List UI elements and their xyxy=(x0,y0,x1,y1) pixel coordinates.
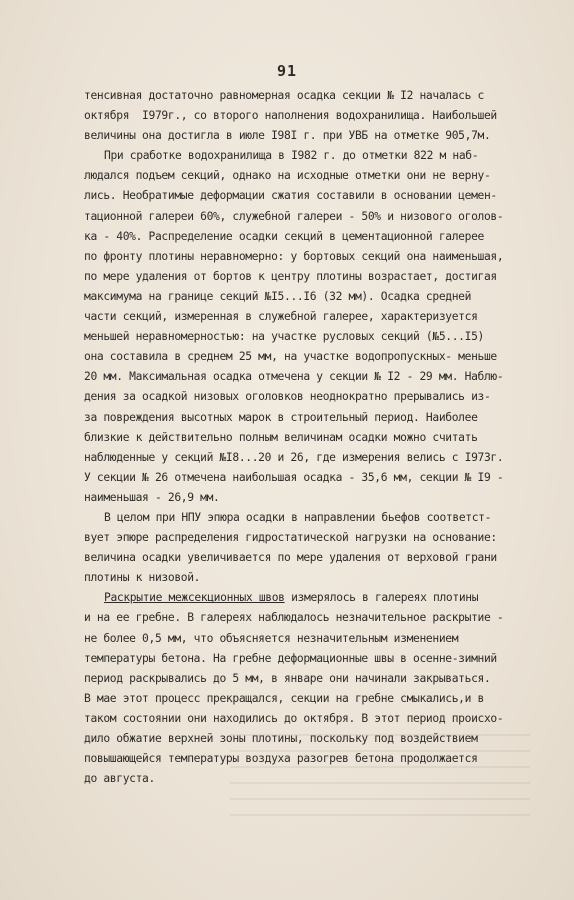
text-line: период раскрывались до 5 мм, в январе они начинали закрываться. xyxy=(84,671,491,685)
text-line: не более 0,5 мм, что объясняется незначительным изменением xyxy=(84,631,459,645)
text-line: она составила в среднем 25 мм, на участке водопропускных- меньше xyxy=(84,350,497,364)
text-line: близкие к действительно полным величинам осадки можно считать xyxy=(84,430,478,444)
text-line: плотины к низовой. xyxy=(84,571,201,585)
paragraph-start-line xyxy=(84,588,554,608)
text-line: по мере удаления от бортов к центру плотины возрастает, достигая xyxy=(84,269,497,283)
underlined-heading: Раскрытие межсекционных швов xyxy=(104,591,285,605)
text-line: и на ее гребне. В галереях наблюдалось незначительное раскрытие - xyxy=(84,611,504,625)
page-number: 91 xyxy=(276,62,298,80)
body-text xyxy=(84,86,554,789)
text-line: дения за осадкой низовых оголовков неоднократно прерывались из- xyxy=(84,390,491,404)
text-line: максимума на границе секций №I5...I6 (32 мм). Осадка средней xyxy=(84,289,472,303)
paragraph-start-line: В целом при НПУ эпюра осадки в направлении бьефов соответст- xyxy=(104,510,492,524)
text-line: наименьшая - 26,9 мм. xyxy=(84,490,220,504)
text-line: величины она достигла в июле I98I г. при УВБ на отметке 905,7м. xyxy=(84,129,491,143)
text-line: по фронту плотины неравномерно: у бортовых секций она наименьшая, xyxy=(84,249,504,263)
text-line: за повреждения высотных марок в строительный период. Наиболее xyxy=(84,410,478,424)
text-line: до августа. xyxy=(84,772,155,786)
text-line: В мае этот процесс прекращался, секции на гребне смыкались,и в xyxy=(84,691,484,705)
text-line: людался подъем секций, однако на исходные отметки они не верну- xyxy=(84,169,491,183)
text-line: части секций, измеренная в служебной галерее, характеризуется xyxy=(84,310,478,324)
text-line: меньшей неравномерностью: на участке русловых секций (№5...I5) xyxy=(84,330,484,344)
text-line: таком состоянии они находились до октября. В этот период происхо- xyxy=(84,711,504,725)
text-line: температуры бетона. На гребне деформационные швы в осенне-зимний xyxy=(84,651,497,665)
text-line: октября I979г., со второго наполнения водохранилища. Наибольшей xyxy=(84,109,497,123)
text-line: 20 мм. Максимальная осадка отмечена у секции № I2 - 29 мм. Наблю- xyxy=(84,370,504,384)
text-line: лись. Необратимые деформации сжатия составили в основании цемен- xyxy=(84,189,497,203)
text-line: тенсивная достаточно равномерная осадка секции № I2 началась с xyxy=(84,89,484,102)
text-line: вует эпюре распределения гидростатической нагрузки на основание: xyxy=(84,531,497,545)
text-line: повышающейся температуры воздуха разогрев бетона продолжается xyxy=(84,752,478,766)
text-line: ка - 40%. Распределение осадки секций в цементационной галерее xyxy=(84,229,484,243)
text-line: дило обжатие верхней зоны плотины, поскольку под воздействием xyxy=(84,732,478,745)
text-line: наблюденные у секций №I8...20 и 26, где измерения велись с I973г. xyxy=(84,450,504,464)
text-line: У секции № 26 отмечена наибольшая осадка - 35,6 мм, секции № I9 - xyxy=(84,470,504,484)
text-fragment: измерялось в галереях плотины xyxy=(284,591,479,605)
text-line: величина осадки увеличивается по мере удаления от верховой грани xyxy=(84,551,497,565)
text-line: тационной галереи 60%, служебной галереи - 50% и низового оголов- xyxy=(84,209,504,223)
paragraph-start-line: При сработке водохранилища в I982 г. до отметки 822 м наб- xyxy=(104,149,479,163)
